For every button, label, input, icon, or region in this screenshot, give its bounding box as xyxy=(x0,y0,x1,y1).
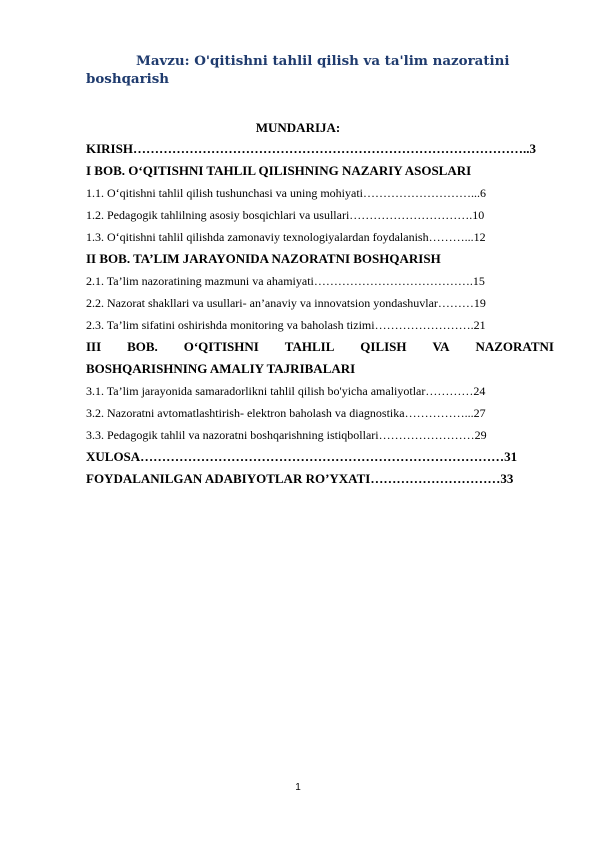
toc-entry-1-2: 1.2. Pedagogik tahlilning asosiy bosqichlari va usullari………………………….10 xyxy=(86,208,485,222)
chapter-3-word: TAHLIL xyxy=(284,339,335,354)
toc-chapter-3-line-1 xyxy=(86,336,554,358)
document-topic xyxy=(86,52,526,88)
toc-entry-2-1: 2.1. Ta’lim nazoratining mazmuni va ahamiyati………………………………….15 xyxy=(86,274,485,288)
page-number: 1 xyxy=(295,782,301,793)
chapter-3-word: QILISH xyxy=(360,339,407,354)
toc-entry-conclusion: XULOSA…………………………………………………………………………31 xyxy=(86,449,518,464)
table-of-contents xyxy=(86,138,554,490)
toc-entry-introduction: KIRISH………………………………………………………………………………..3 xyxy=(86,141,536,156)
toc-entry-2-3: 2.3. Ta’lim sifatini oshirishda monitoring va baholash tizimi…………………….21 xyxy=(86,318,486,332)
chapter-3-word: VA xyxy=(432,339,450,354)
toc-heading: MUNDARIJA: xyxy=(255,120,341,135)
toc-entry-1-1: 1.1. O‘qitishni tahlil qilish tushunchasi va uning mohiyati………………………...6 xyxy=(86,186,486,200)
toc-entry-3-3: 3.3. Pedagogik tahlil va nazoratni boshqarishning istiqbollari……………………29 xyxy=(86,428,487,442)
toc-entry-1-3: 1.3. O‘qitishni tahlil qilishda zamonaviy texnologiyalardan foydalanish………...12 xyxy=(86,230,486,244)
toc-entry-3-1: 3.1. Ta’lim jarayonida samaradorlikni tahlil qilish bo'yicha amaliyotlar…………24 xyxy=(86,384,486,398)
toc-chapter-2: II BOB. TA’LIM JARAYONIDA NAZORATNI BOSHQARISH xyxy=(86,251,441,266)
toc-chapter-3-line-2: BOSHQARISHNING AMALIY TAJRIBALARI xyxy=(86,361,356,376)
chapter-3-word: BOB. xyxy=(127,339,158,354)
toc-entry-references: FOYDALANILGAN ADABIYOTLAR RO’YXATI…………………………33 xyxy=(86,471,514,486)
toc-entry-3-2: 3.2. Nazoratni avtomatlashtirish- elektron baholash va diagnostika……………...27 xyxy=(86,406,486,420)
toc-chapter-1: I BOB. O‘QITISHNI TAHLIL QILISHNING NAZARIY ASOSLARI xyxy=(86,163,472,178)
chapter-3-word: O‘QITISHNI xyxy=(183,339,259,354)
topic-line-2: boshqarish xyxy=(86,71,170,87)
chapter-3-word: NAZORATNI xyxy=(475,339,554,354)
topic-line-1: Mavzu: O'qitishni tahlil qilish va ta'lim nazoratini xyxy=(136,53,510,69)
chapter-3-word: III xyxy=(86,339,102,354)
toc-entry-2-2: 2.2. Nazorat shakllari va usullari- an’anaviy va innovatsion yondashuvlar………19 xyxy=(86,296,486,310)
